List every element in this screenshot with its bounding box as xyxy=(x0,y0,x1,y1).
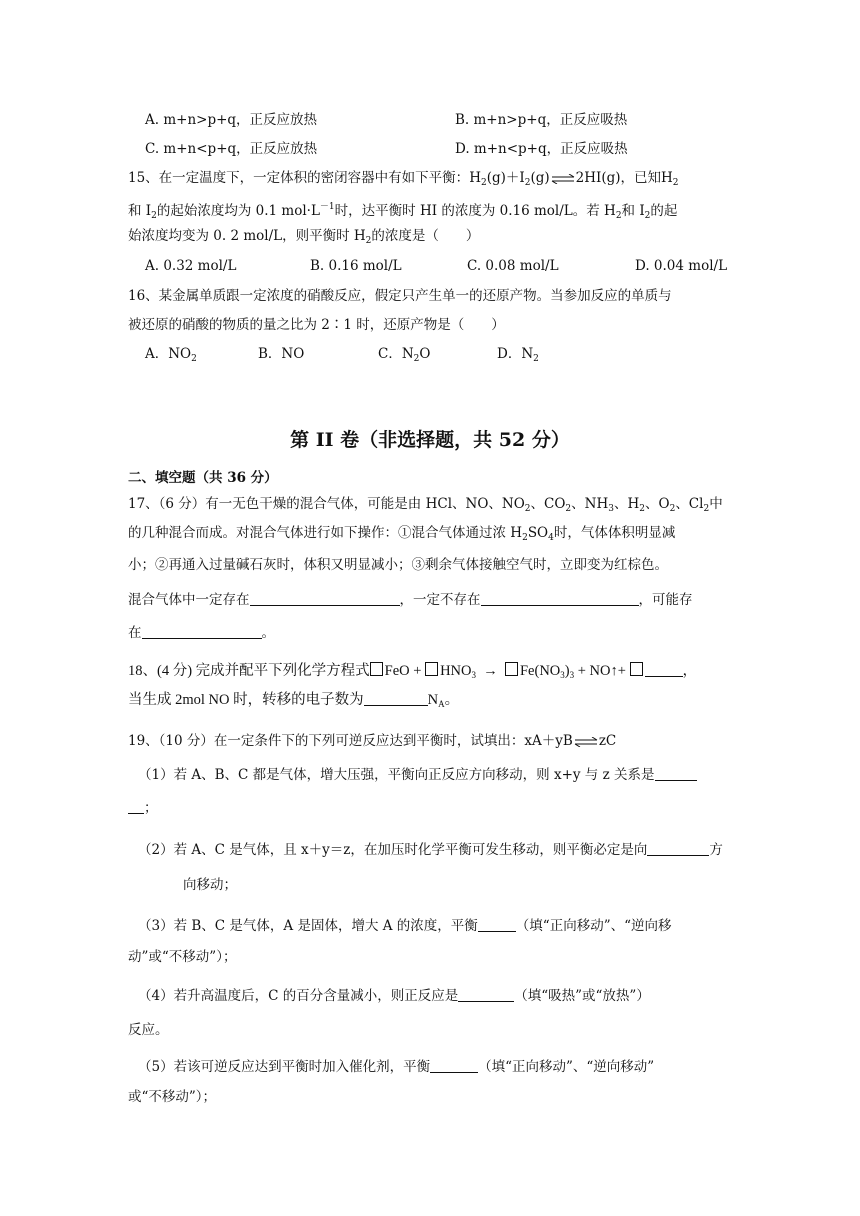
q16-option-a: A．$NO_2$ xyxy=(145,346,197,364)
answer-blank[interactable] xyxy=(655,766,697,781)
q19-part5-cont: 或“不移动”）； xyxy=(128,1089,217,1105)
q15-line3: 始浓度均变为 0. 2 mol/L，则平衡时 $H_2$的浓度是（ ） xyxy=(128,228,480,246)
answer-blank[interactable] xyxy=(364,691,428,706)
q16-option-d: D．$N_2$ xyxy=(497,346,539,364)
q16-option-c: C．$N_2O$ xyxy=(378,346,431,364)
q19-line1: 19、（10 分）在一定条件下的下列可逆反应达到平衡时，试填出：xA＋yB zC xyxy=(128,733,617,749)
q14-option-c: C. m+n<p+q，正反应放热 xyxy=(145,141,318,157)
coefficient-box[interactable] xyxy=(425,662,438,676)
q15-line1: 15、在一定温度下，一定体积的密闭容器中有如下平衡：$H_2(g)+I_2(g)$ 2HI(g)，已知$H_2$ xyxy=(128,170,679,188)
q14-option-d: D. m+n<p+q，正反应吸热 xyxy=(455,141,628,157)
answer-blank[interactable] xyxy=(430,1058,478,1073)
equilibrium-arrow-icon xyxy=(573,737,599,747)
coefficient-box[interactable] xyxy=(505,662,518,676)
section-subtitle: 二、填空题（共 36 分） xyxy=(128,470,278,486)
answer-blank[interactable] xyxy=(478,917,516,932)
q15-text: 15、在一定温度下，一定体积的密闭容器中有如下平衡： xyxy=(128,170,470,186)
q19-part4: （4）若升高温度后，C 的百分含量减小，则正反应是 （填“吸热”或“放热”） xyxy=(138,988,650,1004)
answer-blank[interactable] xyxy=(458,987,514,1002)
q14-option-a: A. m+n>p+q，正反应放热 xyxy=(145,112,318,128)
q19-part1-cont: ； xyxy=(128,798,158,818)
q15-option-d: D. 0.04 mol/L xyxy=(635,258,728,274)
coefficient-box[interactable] xyxy=(630,662,643,676)
q18-line1: 18、(4 分) 完成并配平下列化学方程式 FeO + $HNO_3 \to Fe(NO_3)_3$ + NO↑+ ， xyxy=(128,663,698,680)
q15-option-c: C. 0.08 mol/L xyxy=(467,258,559,274)
q17-line5: 在 。 xyxy=(128,625,275,641)
answer-blank[interactable] xyxy=(250,591,400,606)
q19-part2: （2）若 A、C 是气体，且 x＋y＝z，在加压时化学平衡可发生移动，则平衡必定是向 方 xyxy=(138,842,723,858)
q17-line1: 17、（6 分）有一无色干燥的混合气体，可能是由 HCl、NO、$NO_2$、$CO_2$、$NH_3$、$H_2$、$O_2$、$Cl_2$中 xyxy=(128,496,723,514)
q16-option-b: B．NO xyxy=(258,346,305,362)
answer-blank[interactable] xyxy=(142,624,262,639)
answer-blank[interactable] xyxy=(128,799,144,814)
answer-blank[interactable] xyxy=(647,841,709,856)
q17-line2: 的几种混合而成。对混合气体进行如下操作：①混合气体通过浓 $H_2SO_4$时，气体体积明显减 xyxy=(128,525,676,543)
q17-line3: 小；②再通入过量碱石灰时，体积又明显减小；③剩余气体接触空气时，立即变为红棕色。 xyxy=(128,557,668,573)
q15-line2: 和 $I_2$的起始浓度均为 0.1 $mol\cdot L^{-1}$时，达平衡时 HI 的浓度为 0.16 mol/L。若 $H_2$和 $I_2$的起 xyxy=(128,202,678,221)
q17-line4: 混合气体中一定存在 ，一定不存在 ，可能存 xyxy=(128,592,693,608)
q19-part3: （3）若 B、C 是气体，A 是固体，增大 A 的浓度，平衡 （填“正向移动”、“逆向移 xyxy=(138,918,672,934)
q15-option-b: B. 0.16 mol/L xyxy=(310,258,402,274)
q19-part2-cont: 向移动； xyxy=(183,877,237,893)
section-title: 第 II 卷（非选择题，共 52 分） xyxy=(290,429,570,451)
equilibrium-arrow-icon xyxy=(550,174,576,184)
q16-line1: 16、某金属单质跟一定浓度的硝酸反应，假定只产生单一的还原产物。当参加反应的单质与 xyxy=(128,288,672,304)
q19-part1: （1）若 A、B、C 都是气体，增大压强，平衡向正反应方向移动，则 x+y 与 z 关系是 xyxy=(138,765,697,785)
q19-part4-cont: 反应。 xyxy=(128,1022,169,1038)
q18-line2: 当生成 2mol NO 时，转移的电子数为 $N_A$。 xyxy=(128,692,460,709)
q19-part3-cont: 动”或“不移动”）； xyxy=(128,949,237,965)
q15-equation: $H_2(g)+I_2(g)$ 2HI(g) xyxy=(469,170,621,188)
q16-line2: 被还原的硝酸的物质的量之比为 2∶1 时，还原产物是（ ） xyxy=(128,317,505,333)
coefficient-box[interactable] xyxy=(370,662,383,676)
answer-blank[interactable] xyxy=(645,662,683,677)
q19-part5: （5）若该可逆反应达到平衡时加入催化剂，平衡 （填“正向移动”、“逆向移动” xyxy=(138,1059,655,1075)
reaction-arrow-icon: → xyxy=(483,663,498,679)
q15-option-a: A. 0.32 mol/L xyxy=(145,258,237,274)
q14-option-b: B. m+n>p+q，正反应吸热 xyxy=(455,112,628,128)
answer-blank[interactable] xyxy=(481,591,639,606)
